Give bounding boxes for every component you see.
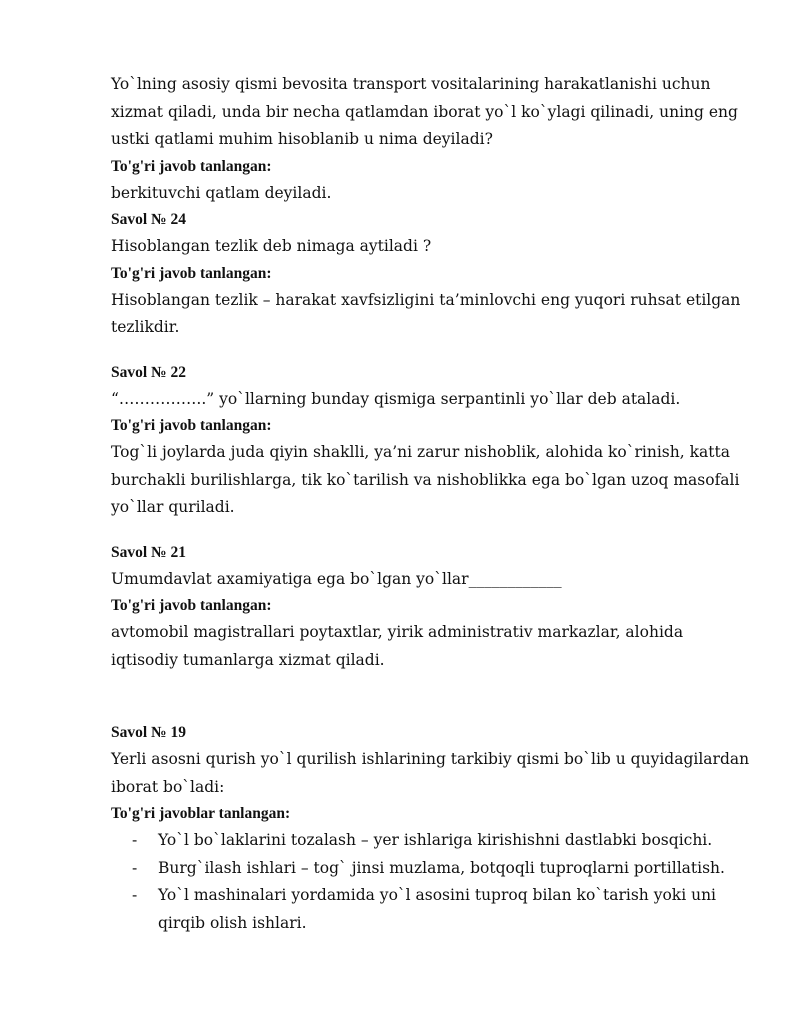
question-text: Hisoblangan tezlik deb nimaga aytiladi ? <box>111 237 432 255</box>
list-item <box>111 882 751 937</box>
answer-text: avtomobil magistrallari poytaxtlar, yirik administrativ markazlar, alohida iqtisodiy tumanlarga xizmat qiladi. <box>111 623 684 669</box>
list-item <box>111 855 751 883</box>
answer-label: To'g'ri javob tanlangan: <box>111 264 272 282</box>
spacer <box>111 522 751 540</box>
bullet-dash: - <box>132 858 138 877</box>
list-item-text: Burg`ilash ishlari – tog` jinsi muzlama, botqoqli tuproqlarni portillatish. <box>158 858 725 877</box>
question-text: Yerli asosni qurish yo`l qurilish ishlarining tarkibiy qismi bo`lib u quyidagilardan iborat bo`ladi: <box>111 750 750 796</box>
answer-label: To'g'ri javob tanlangan: <box>111 597 272 614</box>
question-text: “……………..” yo`llarning bunday qismiga serpantinli yo`llar deb ataladi. <box>111 389 681 408</box>
answer-text: berkituvchi qatlam deyiladi. <box>111 183 332 202</box>
answer-text: Tog`li joylarda juda qiyin shaklli, ya’ni zarur nishoblik, alohida ko`rinish, katta burchakli burilishlarga, tik ko`tarilish va nishoblikka ega bo`lgan uzoq masofali yo`llar quriladi. <box>111 443 740 516</box>
answer-label: To'g'ri javob tanlangan: <box>111 417 272 434</box>
question-text: Umumdavlat axamiyatiga ega bo`lgan yo`llar____________ <box>111 569 562 588</box>
question-number: Savol № 22 <box>111 363 187 381</box>
document-page <box>111 71 751 937</box>
spacer <box>111 674 751 720</box>
question-number: Savol № 21 <box>111 543 187 561</box>
answer-label: To'g'ri javob tanlangan: <box>111 157 272 175</box>
answer-text: Hisoblangan tezlik – harakat xavfsizligini ta’minlovchi eng yuqori ruhsat etilgan tezlikdir. <box>111 290 741 336</box>
answer-label: To'g'ri javoblar tanlangan: <box>111 805 291 822</box>
list-item <box>111 827 751 855</box>
list-item-text: Yo`l bo`laklarini tozalash – yer ishlariga kirishishni dastlabki bosqichi. <box>158 831 713 849</box>
question-text: Yo`lning asosiy qismi bevosita transport vositalarining harakatlanishi uchun xizmat qiladi, unda bir necha qatlamdan iborat yo`l ko`ylagi qilinadi, uning eng ustki qatlami muhim hisoblanib u nima deyiladi? <box>111 75 738 148</box>
spacer <box>111 342 751 360</box>
question-number: Savol № 24 <box>111 211 187 228</box>
list-item-text: Yo`l mashinalari yordamida yo`l asosini tuproq bilan ko`tarish yoki uni qirqib olish ishlari. <box>158 886 717 932</box>
bullet-dash: - <box>132 886 138 904</box>
answer-list <box>111 827 751 937</box>
question-number: Savol № 19 <box>111 724 187 741</box>
bullet-dash: - <box>132 831 138 849</box>
